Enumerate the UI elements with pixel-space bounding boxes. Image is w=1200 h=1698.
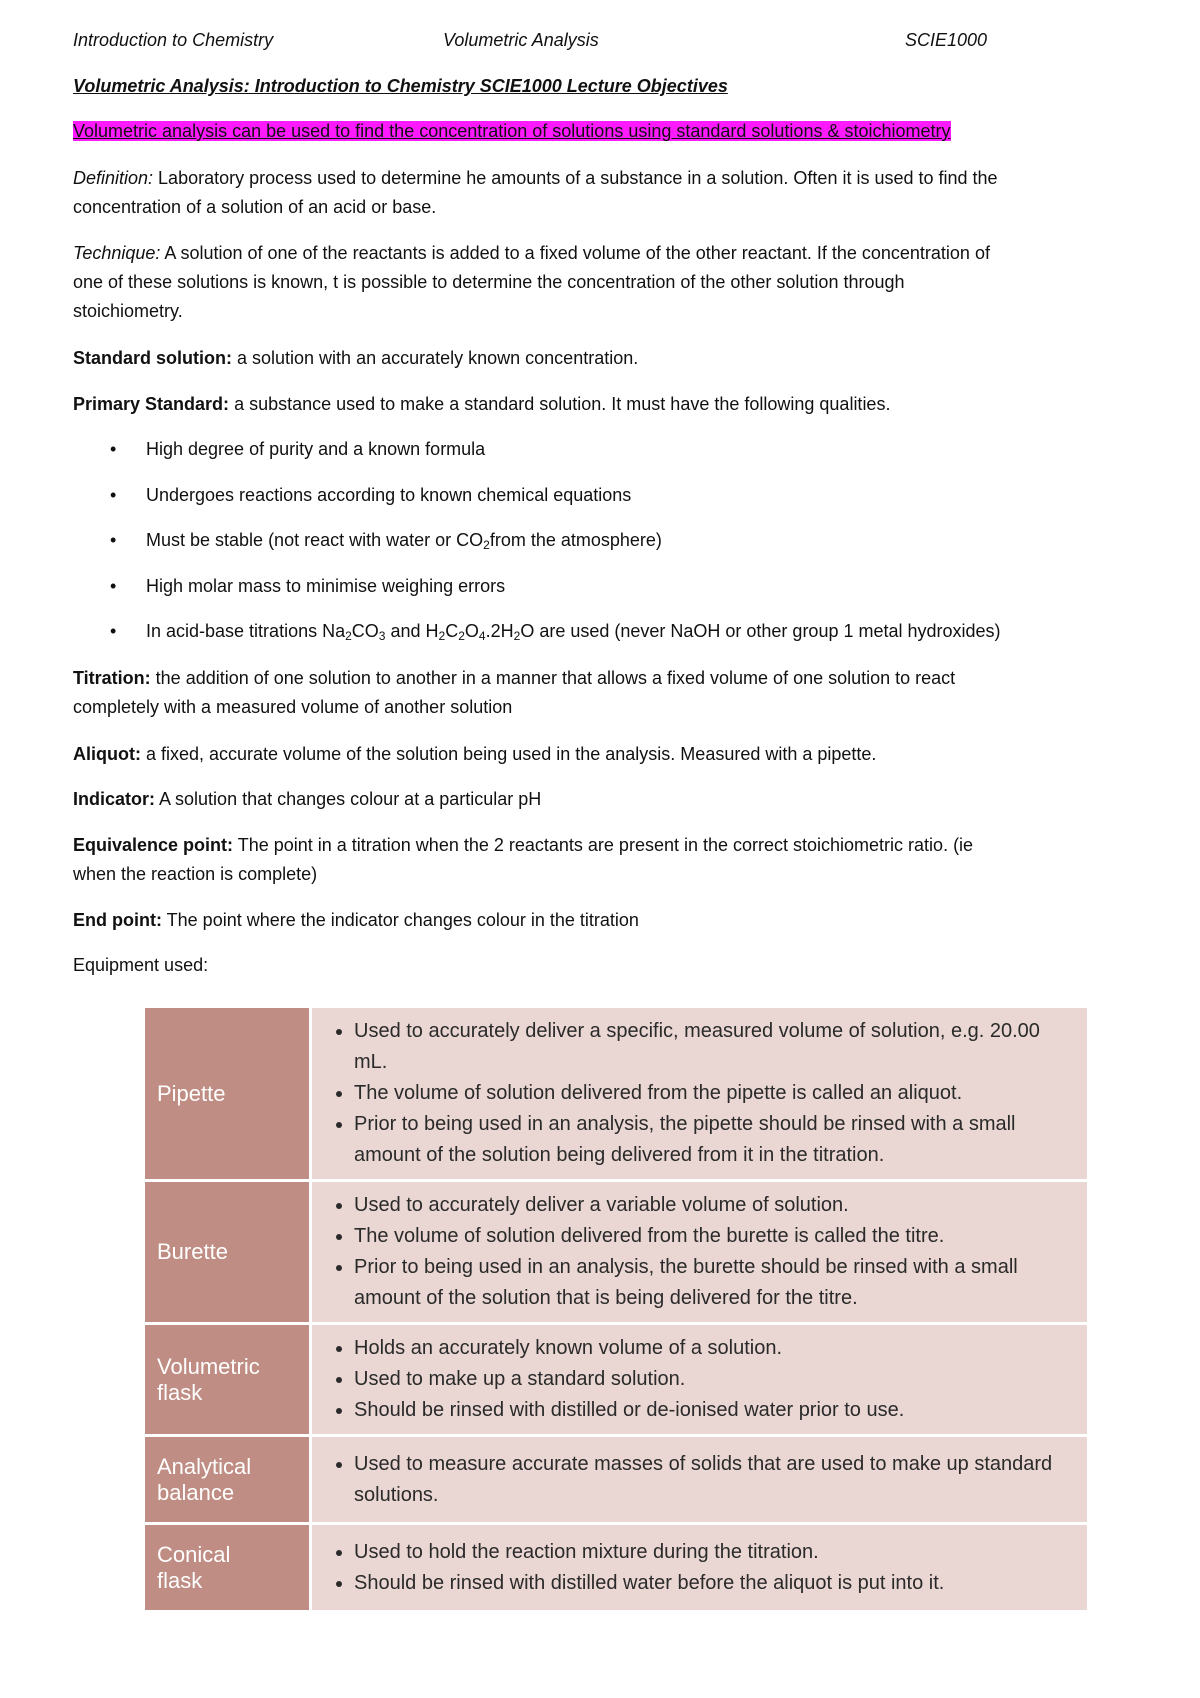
table-row <box>144 1436 1089 1524</box>
definition-paragraph <box>73 164 1133 222</box>
doc-title: Volumetric Analysis: Introduction to Chemistry SCIE1000 Lecture Objectives <box>73 76 728 96</box>
list-item: • Prior to being used in an analysis, the pipette should be rinsed with a small amount of the solution being delivered from it in the titration. <box>354 1109 1075 1171</box>
bullet-icon: • <box>110 576 117 596</box>
standard-solution-paragraph <box>73 344 1133 373</box>
equipment-desc-volumetric-flask <box>311 1324 1089 1436</box>
bullet-icon: • <box>110 485 117 505</box>
equipment-desc-burette <box>311 1181 1089 1324</box>
end-point-text: The point where the indicator changes colour in the titration <box>161 910 639 930</box>
header-left: Introduction to Chemistry <box>73 30 274 50</box>
indicator-text: A solution that changes colour at a particular pH <box>155 789 542 809</box>
equivalence-paragraph <box>73 831 1133 889</box>
list-item: • Used to hold the reaction mixture during the titration. <box>354 1537 1075 1568</box>
quality-2: Undergoes reactions according to known chemical equations <box>146 485 632 505</box>
table-row <box>144 1324 1089 1436</box>
titration-line-1: the addition of one solution to another in a manner that allows a fixed volume of one solution to react <box>150 668 956 688</box>
equipment-table <box>142 1005 1090 1613</box>
quality-4: High molar mass to minimise weighing errors <box>146 576 506 596</box>
equivalence-term: Equivalence point: <box>73 835 234 855</box>
technique-line-3: stoichiometry. <box>73 301 183 321</box>
technique-line-2: one of these solutions is known, t is possible to determine the concentration of the other solution through <box>73 272 905 292</box>
highlight-line <box>73 117 1133 146</box>
highlighted-objective: Volumetric analysis can be used to find the concentration of solutions using standard solutions & stoichiometry <box>73 121 951 141</box>
equipment-name-analytical-balance: Analytical balance <box>144 1436 311 1524</box>
end-point-term: End point: <box>73 910 162 930</box>
doc-title-line <box>73 72 1133 101</box>
quality-1: High degree of purity and a known formula <box>146 439 486 459</box>
list-item: • Used to accurately deliver a variable volume of solution. <box>354 1190 1075 1221</box>
equipment-label: Equipment used: <box>73 955 209 975</box>
aliquot-term: Aliquot: <box>73 744 141 764</box>
bullet-icon: • <box>110 439 117 459</box>
equipment-name-conical-flask: Conical flask <box>144 1524 311 1612</box>
list-item: • Prior to being used in an analysis, the burette should be rinsed with a small amount of the solution that is being delivered for the titre. <box>354 1252 1075 1314</box>
titration-paragraph <box>73 664 1133 722</box>
bullet-icon: • <box>110 530 117 550</box>
quality-5: In acid-base titrations $Na_2CO_3$ and $H_2C_2O_4.2H_2O$ are used (never NaOH or other group 1 metal hydroxides) <box>146 621 1001 643</box>
list-item: • The volume of solution delivered from the burette is called the titre. <box>354 1221 1075 1252</box>
titration-term: Titration: <box>73 668 151 688</box>
definition-line-1: Laboratory process used to determine he amounts of a substance in a solution. Often it is used to find the <box>153 168 998 188</box>
list-item: • Should be rinsed with distilled water before the aliquot is put into it. <box>354 1568 1075 1599</box>
aliquot-paragraph <box>73 740 1133 769</box>
table-row <box>144 1524 1089 1612</box>
list-item: • Should be rinsed with distilled or de-ionised water prior to use. <box>354 1395 1075 1426</box>
indicator-term: Indicator: <box>73 789 156 809</box>
list-item: • Used to make up a standard solution. <box>354 1364 1075 1395</box>
table-row <box>144 1007 1089 1181</box>
quality-3: Must be stable (not react with water or $CO_2from$ the atmosphere) <box>146 530 662 552</box>
definition-line-2: concentration of a solution of an acid or base. <box>73 197 437 217</box>
bullet-icon: • <box>110 621 117 641</box>
header-right: SCIE1000 <box>905 30 988 50</box>
aliquot-text: a fixed, accurate volume of the solution being used in the analysis. Measured with a pipette. <box>140 744 877 764</box>
equipment-name-burette: Burette <box>144 1181 311 1324</box>
primary-standard-text: a substance used to make a standard solution. It must have the following qualities. <box>229 394 891 414</box>
primary-standard-paragraph <box>73 390 1133 419</box>
list-item: • Used to measure accurate masses of solids that are used to make up standard solutions. <box>354 1449 1075 1511</box>
technique-paragraph <box>73 239 1133 326</box>
technique-line-1: A solution of one of the reactants is added to a fixed volume of the other reactant. If the concentration of <box>160 243 990 263</box>
list-item: • The volume of solution delivered from the pipette is called an aliquot. <box>354 1078 1075 1109</box>
table-row <box>144 1181 1089 1324</box>
end-point-paragraph <box>73 906 1133 935</box>
standard-solution-text: a solution with an accurately known concentration. <box>232 348 639 368</box>
technique-term: Technique: <box>73 243 161 263</box>
primary-standard-term: Primary Standard: <box>73 394 230 414</box>
equipment-desc-conical-flask <box>311 1524 1089 1612</box>
header-center: Volumetric Analysis <box>443 30 599 50</box>
equivalence-line-2: when the reaction is complete) <box>73 864 318 884</box>
equipment-name-volumetric-flask: Volumetric flask <box>144 1324 311 1436</box>
titration-line-2: completely with a measured volume of another solution <box>73 697 513 717</box>
list-item: • Used to accurately deliver a specific, measured volume of solution, e.g. 20.00 mL. <box>354 1016 1075 1078</box>
standard-solution-term: Standard solution: <box>73 348 232 368</box>
equipment-name-pipette: Pipette <box>144 1007 311 1181</box>
indicator-paragraph <box>73 785 1133 814</box>
list-item: • Holds an accurately known volume of a solution. <box>354 1333 1075 1364</box>
equivalence-line-1: The point in a titration when the 2 reactants are present in the correct stoichiometric ratio. (ie <box>233 835 974 855</box>
equipment-desc-pipette <box>311 1007 1089 1181</box>
definition-term: Definition: <box>73 168 154 188</box>
equipment-desc-analytical-balance <box>311 1436 1089 1524</box>
